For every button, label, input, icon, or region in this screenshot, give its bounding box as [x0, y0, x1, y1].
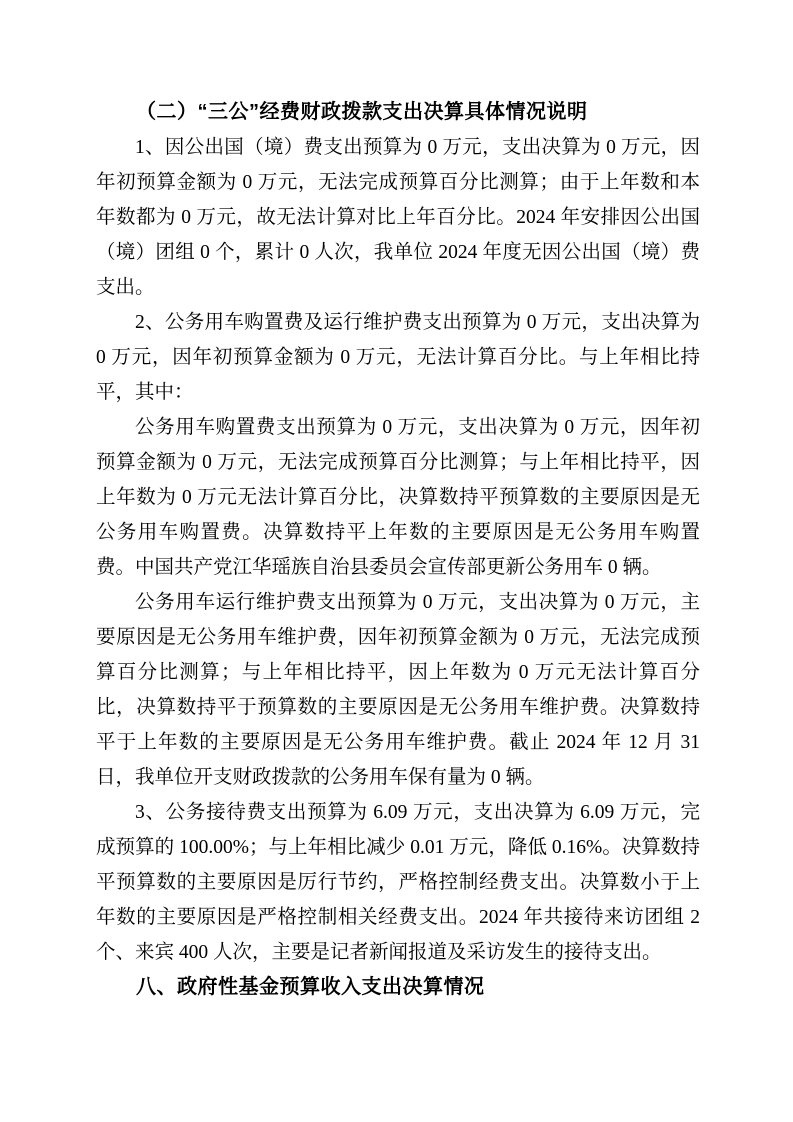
- paragraph-vehicle-purchase-and-maintenance-total: 2、公务用车购置费及运行维护费支出预算为 0 万元，支出决算为 0 万元，因年初预算金额为 0 万元，无法计算百分比。与上年相比持平，其中：: [96, 312, 700, 403]
- section-heading-government-fund-budget: 八、政府性基金预算收入支出决算情况: [136, 976, 485, 998]
- section-heading-sangong-detail: （二）“三公”经费财政拨款支出决算具体情况说明: [136, 101, 588, 123]
- paragraph-overseas-travel-expense: 1、因公出国（境）费支出预算为 0 万元，支出决算为 0 万元，因年初预算金额为 0 万元，无法完成预算百分比测算；由于上年数和本年数都为 0 万元，故无法计算对比上年百分比。2024 年安排因公出国（境）团组 0 个，累计 0 人次，我单位 2024 年度无因公出国（境）费支出。: [96, 137, 700, 298]
- paragraph-official-reception-expense: 3、公务接待费支出预算为 6.09 万元，支出决算为 6.09 万元，完成预算的 100.00%；与上年相比减少 0.01 万元，降低 0.16%。决算数持平预算数的主要原因是厉行节约，严格控制经费支出。决算数小于上年数的主要原因是严格控制相关经费支出。2024 年共接待来访团组 2 个、来宾 400 人次，主要是记者新闻报道及采访发生的接待支出。: [96, 802, 700, 963]
- paragraph-vehicle-purchase-expense: 公务用车购置费支出预算为 0 万元，支出决算为 0 万元，因年初预算金额为 0 万元，无法完成预算百分比测算；与上年相比持平，因上年数为 0 万元无法计算百分比，决算数持平预算数的主要原因是无公务用车购置费。决算数持平上年数的主要原因是无公务用车购置费。中国共产党江华瑶族自治县委员会宣传部更新公务用车 0 辆。: [96, 417, 700, 578]
- paragraph-vehicle-maintenance-expense: 公务用车运行维护费支出预算为 0 万元，支出决算为 0 万元，主要原因是无公务用车维护费，因年初预算金额为 0 万元，无法完成预算百分比测算；与上年相比持平，因上年数为 0 万元无法计算百分比，决算数持平于预算数的主要原因是无公务用车维护费。决算数持平于上年数的主要原因是无公务用车维护费。截止 2024 年 12 月 31 日，我单位开支财政拨款的公务用车保有量为 0 辆。: [96, 592, 700, 788]
